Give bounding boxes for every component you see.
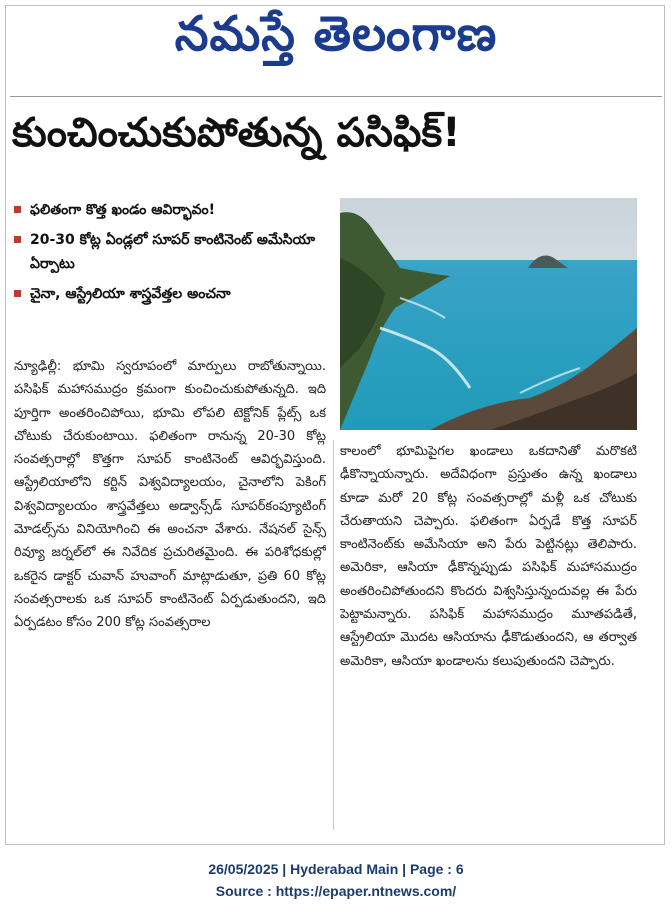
bullet-item: [12, 282, 327, 306]
summary-bullets: [12, 198, 327, 312]
bullet-marker-icon: [14, 236, 21, 243]
bullet-text: చైనా, ఆస్ట్రేలియా శాస్త్రవేత్తల అంచనా: [30, 286, 231, 302]
article-body-right-column: కాలంలో భూమిపైగల ఖండాలు ఒకదానితో మరొకటి ఢీకొన్నాయన్నారు. అదేవిధంగా ప్రస్తుతం ఉన్న ఖండాలు కూడా మరో 20 కోట్ల సంవత్సరాల్లో మళ్లీ ఒక చోటుకు చేరుతాయని చెప్పారు. ఫలితంగా ఏర్పడే కొత్త సూపర్ కాంటినెంట్‌కు అమేసియా అని పేరు పెట్టినట్లు తెలిపారు. అమెరికా, ఆసియా ఢీకొన్నప్పుడు పసిఫిక్ మహాసముద్రం అంతరించిపోతుందని కొందరు విశ్వసిస్తున్నందువల్ల ఈ పేరు పెట్టామన్నారు. పసిఫిక్ మహాసముద్రం మూతపడితే, ఆస్ట్రేలియా మొదట ఆసియాను ఢీకొడుతుందని, ఆ తర్వాత అమెరికా, ఆసియా ఖండాలను కలుపుతుందని చెప్పారు.: [340, 444, 637, 669]
article-headline: కుంచించుకుపోతున్న పసిఫిక్!: [12, 110, 461, 156]
footer-edition-info: 26/05/2025 | Hyderabad Main | Page : 6: [208, 861, 464, 877]
bullet-text: 20-30 కోట్ల ఏండ్లలో సూపర్ కాంటినెంట్ అమేసియా ఏర్పాటు: [30, 232, 316, 272]
bullet-item: [12, 198, 327, 222]
bullet-item: [12, 228, 327, 276]
footer-source-link[interactable]: Source : https://epaper.ntnews.com/: [215, 883, 457, 899]
article-body-left-column: న్యూఢిల్లీ: భూమి స్వరూపంలో మార్పులు రాబోతున్నాయి. పసిఫిక్ మహాసముద్రం క్రమంగా కుంచించుకుపోతున్నది. ఇది పూర్తిగా అంతరించిపోయి, భూమి లోపలి టెక్టోనిక్ ప్లేట్స్ ఒక చోటుకు చేరుకుంటాయి. ఫలితంగా రానున్న 20-30 కోట్ల సంవత్సరాల్లో కొత్తగా సూపర్ కాంటినెంట్ ఆవిర్భవిస్తుంది. ఆస్ట్రేలియాలోని కర్టిన్ విశ్వవిద్యాలయం, చైనాలోని పెకింగ్ విశ్వవిద్యాలయం శాస్త్రవేత్తలు అడ్వాన్స్‌డ్ సూపర్‌కంప్యూటింగ్ మోడల్స్‌ను వినియోగించి ఈ అంచనా వేశారు. నేషనల్ సైన్స్ రివ్యూ జర్నల్‌లో ఈ నివేదిక ప్రచురితమైంది. ఈ పరిశోధకుల్లో ఒకరైన డాక్టర్ చువాన్ హువాంగ్ మాట్లాడుతూ, ప్రతి 60 కోట్ల సంవత్సరాలకు ఒక సూపర్ కాంటినెంట్ ఏర్పడుతుందని, ఇది ఏర్పడటం కోసం 200 కోట్ల సంవత్సరాల: [14, 359, 326, 631]
column-divider: [333, 440, 334, 830]
newspaper-masthead: నమస్తే తెలంగాణ: [174, 6, 498, 62]
bullet-marker-icon: [14, 290, 21, 297]
bullet-marker-icon: [14, 206, 21, 213]
coastline-photo: [340, 198, 637, 430]
masthead-divider: [10, 96, 662, 97]
bullet-text: ఫలితంగా కొత్త ఖండం ఆవిర్భావం!: [30, 202, 216, 218]
page-footer: [0, 858, 672, 902]
coastline-photo-illustration: [340, 198, 637, 430]
